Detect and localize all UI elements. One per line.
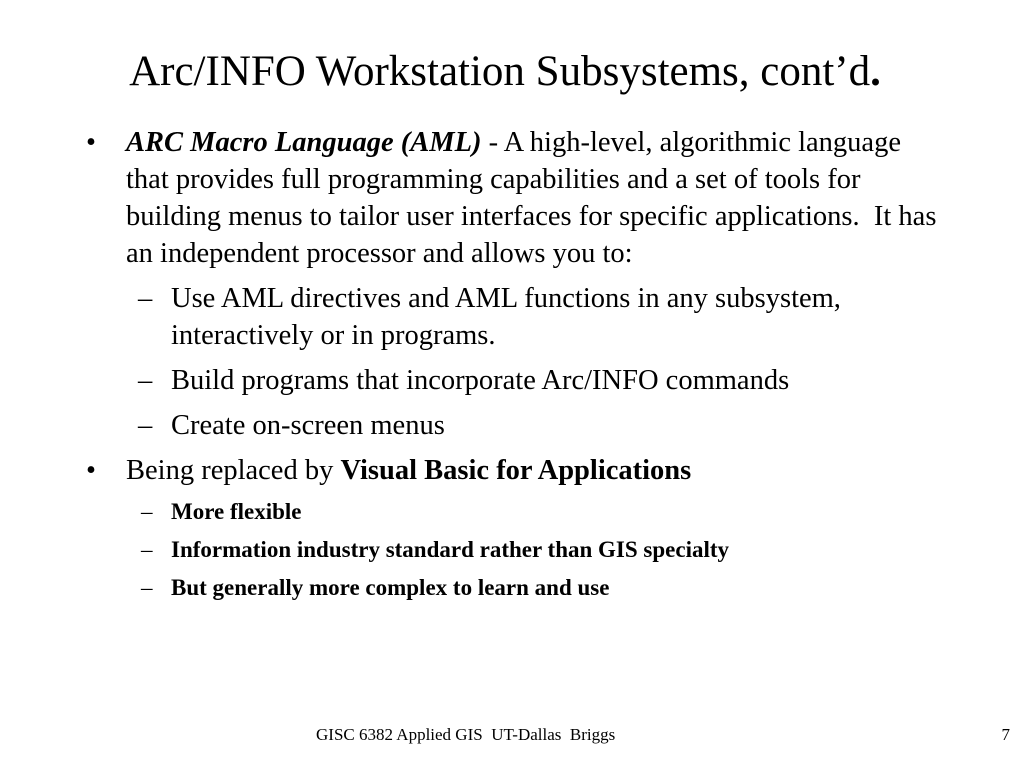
bullet-vba [0, 452, 946, 489]
page-number: 7 [1001, 725, 1010, 744]
dash-marker: – [138, 283, 153, 314]
dash-marker: – [138, 410, 153, 441]
dash-marker: – [141, 575, 153, 600]
subbullet-aml-directives [0, 280, 931, 354]
slide-title [0, 44, 1010, 100]
dash-marker: – [138, 365, 153, 396]
dash-marker: – [141, 537, 153, 562]
bullet-aml [0, 124, 946, 272]
subbullet-text: Create on-screen menus [171, 410, 445, 441]
subbullet-text: But generally more complex to learn and use [171, 575, 610, 600]
subbullet-industry-standard [0, 535, 971, 565]
footer-course-label: GISC 6382 Applied GIS UT-Dallas Briggs [316, 725, 616, 744]
subbullet-text: Build programs that incorporate Arc/INFO commands [171, 365, 790, 396]
vba-term: Visual Basic for Applications [340, 455, 692, 486]
subbullet-more-flexible [0, 497, 971, 527]
bullet-marker: • [86, 455, 96, 486]
subbullet-text: Information industry standard rather than GIS specialty [171, 537, 730, 562]
subbullet-text: More flexible [171, 499, 302, 524]
subbullet-build-programs [0, 362, 931, 399]
aml-description: - A high-level, algorithmic language that provides full programming capabilities and a set of tools for building menus to tailor user interfaces for specific applications. It has an independent processor and allows you to: [126, 127, 937, 269]
vba-lead-text: Being replaced by [126, 455, 341, 486]
subbullet-text: Use AML directives and AML functions in any subsystem, interactively or in programs. [171, 283, 841, 351]
slide-title-period: . [870, 48, 881, 95]
subbullet-more-complex [0, 573, 971, 603]
slide-body [0, 124, 1024, 603]
dash-marker: – [141, 499, 153, 524]
aml-term: ARC Macro Language (AML) [126, 127, 482, 158]
bullet-marker: • [86, 127, 96, 158]
subbullet-create-menus [0, 407, 931, 444]
slide-title-text: Arc/INFO Workstation Subsystems, cont’d [129, 48, 871, 95]
